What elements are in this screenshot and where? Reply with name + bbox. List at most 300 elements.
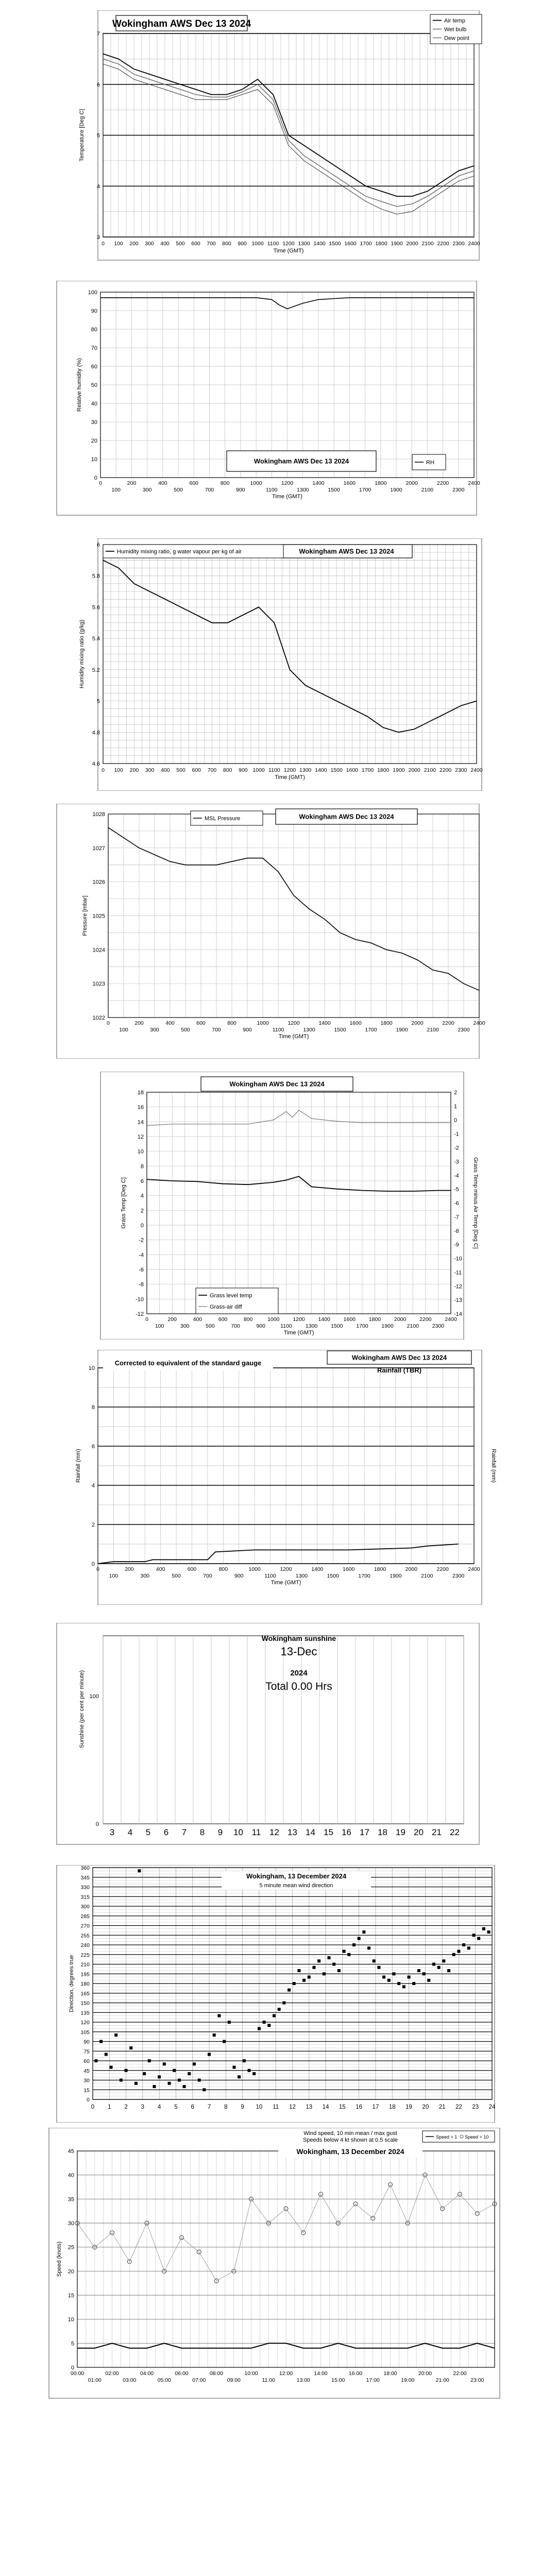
- x-tick-label: 2400: [468, 480, 480, 486]
- y-tick-label: 4.8: [92, 730, 100, 736]
- data-point: [183, 2085, 186, 2088]
- x-tick-label: 15: [339, 2104, 346, 2110]
- x-tick-label: 2000: [406, 241, 418, 247]
- x-tick-label: 01:00: [88, 2377, 102, 2383]
- data-point: [178, 2079, 181, 2082]
- y-tick-label: 35: [67, 2196, 74, 2203]
- legend-label: Dew point: [444, 35, 469, 42]
- y-axis-label: Temperature [Deg C]: [79, 109, 85, 162]
- data-point: [392, 1972, 395, 1975]
- y-tick-label: -6: [139, 1267, 144, 1273]
- x-tick-label: 400: [193, 1316, 202, 1323]
- x-tick-label: 700: [205, 487, 214, 493]
- chart-title: Wokingham AWS Dec 13 2024: [351, 1353, 447, 1362]
- x-tick-label: 1400: [318, 1316, 330, 1323]
- wind-speed-chart: [0, 2128, 541, 2401]
- y-tick-label: 4: [91, 1483, 95, 1489]
- x-tick-label: 0: [99, 480, 102, 486]
- data-point: [417, 1969, 420, 1972]
- y-axis-label: Pressure [mbar]: [82, 895, 88, 936]
- x-tick-label: 04:00: [140, 2370, 154, 2377]
- y-tick-label: 45: [83, 2067, 90, 2074]
- y-tick-label: 8: [91, 1404, 95, 1411]
- y-axis-label: Direction, degrees true: [69, 1955, 75, 2012]
- x-tick-label: 400: [158, 480, 167, 486]
- data-point: [328, 1956, 331, 1959]
- x-tick-label: 3: [141, 2104, 145, 2110]
- x-tick-label: 1600: [343, 1316, 356, 1323]
- chart-note: Corrected to equivalent of the standard gauge: [114, 1359, 262, 1367]
- y-tick-label: 5.8: [92, 573, 100, 580]
- y-tick-label: 1022: [92, 1015, 105, 1021]
- x-tick-label: 1000: [267, 1316, 280, 1323]
- x-tick-label: 900: [234, 1573, 244, 1579]
- x-tick-label: 1700: [358, 1573, 370, 1579]
- sunshine-chart-panel: [0, 1623, 541, 1850]
- x-tick-label: 1200: [288, 1020, 300, 1026]
- x-tick-label: 1200: [293, 1316, 305, 1323]
- x-tick-label: 1900: [381, 1323, 394, 1329]
- x-tick-label: 200: [129, 767, 139, 773]
- x-tick-label: 14: [322, 2104, 329, 2110]
- y-tick-label: 20: [91, 438, 97, 444]
- x-tick-label: 1300: [299, 767, 312, 773]
- y-tick-label-right: -3: [454, 1159, 459, 1165]
- y-tick-label: 0: [71, 2365, 74, 2371]
- y-tick-label: 0: [91, 1561, 95, 1567]
- x-tick-label: 20:00: [418, 2370, 432, 2377]
- y-tick-label-right: -14: [454, 1311, 462, 1317]
- x-axis-label: Time (GMT): [283, 1330, 314, 1336]
- mixing-ratio-chart-panel: [0, 538, 541, 791]
- x-tick-label: 500: [176, 241, 185, 247]
- y-tick-label-right: -4: [454, 1173, 459, 1179]
- pressure-chart: [0, 804, 541, 1059]
- y-tick-label: -12: [136, 1311, 144, 1317]
- x-tick-label: 1900: [390, 487, 402, 493]
- x-tick-label: 19: [396, 1827, 405, 1837]
- data-point: [228, 2021, 231, 2024]
- data-point: [332, 1963, 335, 1966]
- x-tick-label: 2200: [439, 767, 452, 773]
- x-tick-label: 1100: [272, 1027, 284, 1033]
- data-point: [232, 2066, 235, 2069]
- x-tick-label: 600: [218, 1316, 228, 1323]
- x-tick-label: 800: [223, 767, 232, 773]
- wind-direction-chart: [0, 1865, 541, 2123]
- x-tick-label: 07:00: [192, 2377, 206, 2383]
- data-point: [153, 2085, 156, 2088]
- x-tick-label: 10:00: [244, 2370, 258, 2377]
- x-tick-label: 2200: [437, 241, 449, 247]
- x-tick-label: 1800: [375, 480, 387, 486]
- x-tick-label: 400: [160, 241, 170, 247]
- y-tick-label: 8: [140, 1163, 144, 1170]
- x-tick-label: 2300: [432, 1323, 445, 1329]
- y-tick-label: 5: [96, 698, 100, 705]
- x-tick-label: 600: [192, 767, 201, 773]
- x-tick-label: 0: [107, 1020, 110, 1026]
- x-tick-label: 1600: [346, 767, 359, 773]
- humidity-chart-panel: [0, 281, 541, 528]
- data-point: [278, 2008, 281, 2011]
- y-axis-label: Rainfall (mm): [75, 1449, 81, 1483]
- y-tick-label: 5: [96, 132, 100, 139]
- y-tick-label: -8: [139, 1281, 144, 1288]
- x-tick-label: 8: [224, 2104, 228, 2110]
- data-point: [158, 2075, 161, 2078]
- chart-frame: [100, 1072, 464, 1340]
- y-tick-label: 5: [71, 2341, 74, 2347]
- x-tick-label: 600: [187, 1566, 197, 1572]
- y-tick-label: 6: [96, 542, 100, 548]
- x-tick-label: 2000: [405, 1566, 418, 1572]
- chart-title: Wokingham AWS Dec 13 2024: [299, 812, 394, 821]
- y-tick-label: 270: [80, 1923, 90, 1929]
- y-tick-label: 75: [83, 2048, 90, 2055]
- y-tick-label: 6: [140, 1178, 144, 1184]
- y-tick-label: 150: [80, 2000, 90, 2007]
- y-tick-label: 14: [137, 1119, 144, 1126]
- data-point: [198, 2079, 201, 2082]
- x-tick-label: 800: [222, 241, 231, 247]
- x-tick-label: 1000: [250, 480, 262, 486]
- chart-total: Total 0.00 Hrs: [265, 1681, 332, 1692]
- data-point: [373, 1959, 376, 1962]
- y-tick-label: 1023: [92, 981, 105, 988]
- x-tick-label: 05:00: [157, 2377, 171, 2383]
- y-tick-label: 240: [80, 1942, 90, 1948]
- x-tick-label: 9: [241, 2104, 244, 2110]
- x-tick-label: 1700: [360, 241, 372, 247]
- data-point: [432, 1963, 435, 1966]
- x-tick-label: 1400: [315, 767, 327, 773]
- legend-label: Air temp: [444, 18, 465, 24]
- data-point: [352, 1943, 356, 1946]
- chart-frame: [49, 2128, 500, 2398]
- x-tick-label: 300: [145, 767, 155, 773]
- data-point: [99, 2040, 103, 2043]
- x-tick-label: 2000: [405, 480, 418, 486]
- x-tick-label: 1900: [393, 767, 405, 773]
- chart-title: Wokingham, 13 December 2024: [296, 2147, 404, 2156]
- humidity-chart: [0, 281, 541, 528]
- x-tick-label: 1800: [380, 1020, 393, 1026]
- temperature-chart-panel: [0, 10, 541, 268]
- data-point: [337, 1969, 341, 1972]
- y-tick-label-right: 0: [454, 1117, 458, 1124]
- x-tick-label: 500: [176, 767, 185, 773]
- data-point: [452, 1953, 455, 1956]
- data-point: [208, 2053, 211, 2056]
- legend-label: Grass-air diff: [210, 1304, 242, 1310]
- y-tick-label: 18: [137, 1090, 144, 1096]
- y-tick-label: 4: [96, 183, 100, 190]
- x-tick-label: 3: [109, 1827, 115, 1837]
- x-tick-label: 6: [191, 2104, 194, 2110]
- x-tick-label: 1700: [359, 487, 371, 493]
- data-point: [168, 2082, 171, 2085]
- x-tick-label: 900: [256, 1323, 266, 1329]
- data-point: [202, 2088, 206, 2091]
- y-tick-label: -4: [139, 1252, 144, 1259]
- y-tick-label: 165: [80, 1990, 90, 1997]
- x-tick-label: 300: [142, 487, 152, 493]
- x-tick-label: 300: [180, 1323, 190, 1329]
- x-tick-label: 2300: [455, 767, 467, 773]
- x-tick-label: 100: [119, 1027, 128, 1033]
- y-tick-label: 0: [94, 475, 97, 481]
- y-tick-label: 120: [80, 2020, 90, 2026]
- x-tick-label: 100: [114, 241, 123, 247]
- x-tick-label: 21: [432, 1827, 442, 1837]
- y-tick-label-right: -9: [454, 1242, 459, 1248]
- data-point: [447, 1969, 450, 1972]
- x-tick-label: 1300: [295, 1573, 308, 1579]
- x-tick-label: 5: [145, 1827, 151, 1837]
- x-tick-label: 1800: [377, 767, 390, 773]
- data-point: [358, 1937, 361, 1940]
- x-tick-label: 200: [134, 1020, 144, 1026]
- y-tick-label-right: -8: [454, 1228, 459, 1234]
- x-tick-label: 17: [360, 1827, 369, 1837]
- x-tick-label: 2000: [394, 1316, 407, 1323]
- x-tick-label: 1100: [267, 241, 279, 247]
- x-tick-label: 1800: [368, 1316, 381, 1323]
- data-point: [143, 2072, 146, 2075]
- y-tick-label: 1027: [92, 845, 105, 852]
- data-point: [487, 1930, 491, 1934]
- y-tick-label: 40: [67, 2172, 74, 2179]
- x-tick-label: 400: [165, 1020, 175, 1026]
- x-tick-label: 900: [238, 241, 247, 247]
- data-point: [462, 1943, 465, 1946]
- x-tick-label: 16: [342, 1827, 351, 1837]
- y-tick-label: 7: [96, 31, 100, 37]
- y-tick-label: 40: [91, 401, 97, 407]
- x-tick-label: 8: [199, 1827, 205, 1837]
- x-tick-label: 2200: [442, 1020, 454, 1026]
- data-point: [347, 1953, 350, 1956]
- y-axis-label: Relative humidity (%): [76, 358, 82, 412]
- x-tick-label: 24: [488, 2104, 496, 2110]
- data-point: [437, 1966, 441, 1969]
- x-tick-label: 1200: [281, 480, 294, 486]
- rainfall-chart: [0, 1350, 541, 1605]
- data-point: [217, 2014, 221, 2018]
- y-tick-label-right: 2: [454, 1090, 458, 1096]
- x-tick-label: 1500: [329, 241, 341, 247]
- data-point: [387, 1979, 391, 1982]
- data-point: [120, 2079, 123, 2082]
- y-axis-label: Sunshine (per cent per minute): [79, 1670, 85, 1749]
- x-tick-label: 1900: [390, 1573, 402, 1579]
- y-tick-label-right: -6: [454, 1200, 459, 1207]
- x-tick-label: 1600: [342, 1566, 355, 1572]
- x-tick-label: 2: [124, 2104, 128, 2110]
- x-tick-label: 1600: [344, 241, 357, 247]
- x-tick-label: 1100: [264, 1573, 276, 1579]
- y-tick-label: 255: [80, 1933, 90, 1939]
- x-tick-label: 1500: [327, 1573, 339, 1579]
- x-tick-label: 4: [157, 2104, 161, 2110]
- data-point: [402, 1985, 405, 1988]
- y-tick-label: 3: [96, 234, 100, 241]
- y-tick-label: 0: [87, 2097, 90, 2103]
- y-tick-label: 345: [80, 1874, 90, 1881]
- data-point: [442, 1959, 445, 1962]
- y-tick-label: 30: [67, 2221, 74, 2227]
- x-tick-label: 800: [243, 1316, 253, 1323]
- chart-title: Wokingham AWS Dec 13 2024: [253, 457, 349, 465]
- x-tick-label: 11: [251, 1827, 261, 1837]
- x-tick-label: 17:00: [366, 2377, 380, 2383]
- y-tick-label: 195: [80, 1971, 90, 1978]
- x-tick-label: 19:00: [401, 2377, 415, 2383]
- data-point: [482, 1927, 485, 1930]
- x-tick-label: 23:00: [470, 2377, 484, 2383]
- x-tick-label: 18:00: [383, 2370, 397, 2377]
- x-tick-label: 13: [288, 1827, 297, 1837]
- x-tick-label: 1600: [343, 480, 356, 486]
- chart-title: Wokingham, 13 December 2024: [246, 1872, 347, 1880]
- pressure-chart-panel: [0, 804, 541, 1059]
- x-tick-label: 16:00: [348, 2370, 363, 2377]
- y-tick-label: 360: [80, 1865, 90, 1871]
- x-tick-label: 0: [102, 767, 105, 773]
- data-point: [317, 1959, 320, 1962]
- x-tick-label: 1200: [280, 1566, 292, 1572]
- y-tick-label: 16: [137, 1104, 144, 1111]
- y-tick-label: 330: [80, 1884, 90, 1891]
- y-tick-label: 4: [140, 1193, 144, 1199]
- data-point: [297, 1969, 300, 1972]
- y-tick-label: 10: [67, 2316, 74, 2323]
- chart-year: 2024: [290, 1669, 308, 1677]
- chart-title: Wokingham sunshine: [261, 1634, 336, 1642]
- data-point: [377, 1966, 380, 1969]
- x-tick-label: 11:00: [262, 2377, 275, 2383]
- chart-date: 13-Dec: [280, 1645, 317, 1658]
- x-tick-label: 400: [156, 1566, 165, 1572]
- x-tick-label: 0: [96, 1566, 99, 1572]
- data-point: [367, 1946, 370, 1950]
- x-tick-label: 0: [102, 241, 105, 247]
- data-point: [362, 1930, 365, 1934]
- y-axis-label: Humidity mixing ratio (g/kg): [79, 619, 85, 689]
- grass-temp-chart-panel: [0, 1072, 541, 1340]
- x-tick-label: 16: [356, 2104, 363, 2110]
- y-tick-label-right: -11: [454, 1269, 462, 1276]
- data-point: [302, 1979, 306, 1982]
- x-tick-label: 2100: [421, 1573, 433, 1579]
- chart-title: Wokingham AWS Dec 13 2024: [112, 18, 251, 29]
- data-point: [238, 2075, 241, 2078]
- x-tick-label: 20: [414, 1827, 424, 1837]
- data-point: [243, 2059, 246, 2062]
- x-tick-label: 2100: [421, 487, 434, 493]
- data-point: [288, 1989, 291, 1992]
- x-tick-label: 11: [273, 2104, 279, 2110]
- grass-temp-chart: [0, 1072, 541, 1340]
- y-tick-label: 1024: [92, 947, 105, 954]
- y-tick-label: 135: [80, 2010, 90, 2016]
- y-tick-label-right: -1: [454, 1131, 459, 1138]
- y-tick-label: 225: [80, 1952, 90, 1958]
- x-tick-label: 14:00: [314, 2370, 328, 2377]
- x-tick-label: 13: [306, 2104, 313, 2110]
- y-tick-label-right: -2: [454, 1145, 459, 1151]
- data-point: [472, 1934, 475, 1937]
- legend-label: Speed > 10: [465, 2134, 489, 2140]
- x-tick-label: 1300: [303, 1027, 315, 1033]
- y-tick-label: -10: [136, 1296, 144, 1303]
- x-tick-label: 7: [207, 2104, 211, 2110]
- x-tick-label: 2400: [468, 1566, 480, 1572]
- data-point: [408, 1976, 411, 1979]
- x-tick-label: 2400: [468, 241, 480, 247]
- x-tick-label: 1000: [252, 767, 265, 773]
- data-point: [148, 2059, 151, 2062]
- x-tick-label: 12:00: [279, 2370, 293, 2377]
- x-tick-label: 0: [145, 1316, 148, 1323]
- data-point: [248, 2069, 251, 2072]
- x-tick-label: 1100: [265, 487, 278, 493]
- y-tick-label: 6: [96, 81, 100, 88]
- chart-title: Wokingham AWS Dec 13 2024: [299, 547, 394, 555]
- data-point: [412, 1982, 415, 1985]
- x-tick-label: 14: [306, 1827, 315, 1837]
- x-tick-label: 1300: [298, 241, 310, 247]
- x-tick-label: 19: [405, 2104, 412, 2110]
- x-tick-label: 22: [455, 2104, 462, 2110]
- x-tick-label: 6: [163, 1827, 169, 1837]
- x-tick-label: 1200: [282, 241, 295, 247]
- data-point: [397, 1982, 400, 1985]
- y-tick-label: 4.6: [92, 761, 100, 767]
- x-tick-label: 200: [129, 241, 139, 247]
- x-tick-label: 1100: [268, 767, 280, 773]
- y-tick-label: 60: [91, 364, 97, 370]
- data-point: [323, 1972, 326, 1975]
- legend-label: Speed > 1: [436, 2134, 458, 2140]
- y-tick-label: 45: [67, 2148, 74, 2155]
- y-tick-label: 180: [80, 1981, 90, 1987]
- y-tick-label: 10: [137, 1148, 144, 1155]
- x-tick-label: 22:00: [453, 2370, 467, 2377]
- y-tick-label: 0: [140, 1223, 144, 1229]
- mixing-ratio-chart: [0, 538, 541, 791]
- data-point: [263, 2021, 266, 2024]
- y-tick-label-right: 1: [454, 1103, 458, 1110]
- x-tick-label: 2000: [408, 767, 420, 773]
- x-tick-label: 2400: [473, 1020, 485, 1026]
- x-tick-label: 13:00: [296, 2377, 310, 2383]
- data-point: [125, 2069, 128, 2072]
- x-tick-label: 1900: [391, 241, 403, 247]
- y-tick-label: 1028: [92, 811, 105, 818]
- y-tick-label: 0: [95, 1821, 99, 1827]
- x-tick-label: 2400: [470, 767, 483, 773]
- data-point: [258, 2027, 261, 2030]
- x-tick-label: 12: [289, 2104, 296, 2110]
- x-tick-label: 1500: [331, 1323, 343, 1329]
- x-tick-label: 10: [233, 1827, 243, 1837]
- x-tick-label: 1400: [312, 480, 325, 486]
- x-tick-label: 23: [472, 2104, 479, 2110]
- x-tick-label: 21:00: [435, 2377, 449, 2383]
- data-point: [94, 2059, 97, 2062]
